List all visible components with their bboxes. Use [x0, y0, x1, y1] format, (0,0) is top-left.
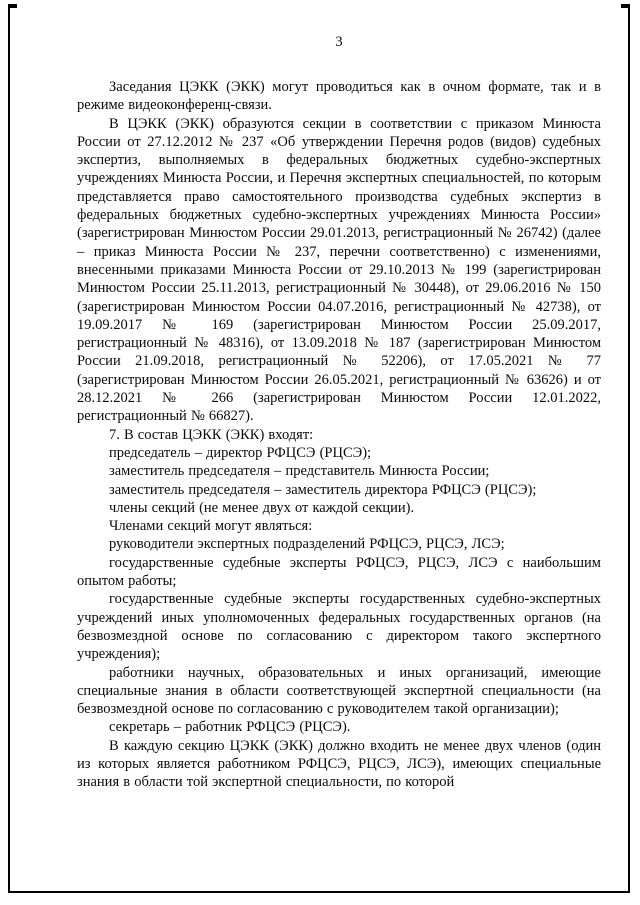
- paragraph-chairman: председатель – директор РФЦСЭ (РЦСЭ);: [109, 444, 372, 461]
- paragraph-session-format: Заседания ЦЭКК (ЭКК) могут проводиться как в очном формате, так и в режиме видеоконференц-связи.: [77, 79, 601, 114]
- page-number: 3: [335, 34, 343, 50]
- scan-edge-right: [628, 4, 630, 893]
- paragraph-deputy-minjust: заместитель председателя – представитель Минюста России;: [109, 463, 490, 480]
- scan-edge-left: [8, 4, 10, 893]
- paragraph-item-7-heading: 7. В состав ЦЭКК (ЭКК) входят:: [109, 426, 314, 443]
- paragraph-section-members: члены секций (не менее двух от каждой секции).: [109, 499, 415, 516]
- paragraph-other-federal-experts: государственные судебные эксперты государственных судебно-экспертных учреждений иных уполномоченных федеральных государственных органов (на безвозмездной основе по согласованию с директором такого экспертного учреждения);: [77, 591, 601, 663]
- paragraph-secretary: секретарь – работник РФЦСЭ (РЦСЭ).: [109, 719, 351, 736]
- scan-edge-bottom: [8, 891, 630, 893]
- scan-corner-mark-top-left: [8, 4, 17, 8]
- paragraph-state-experts: государственные судебные эксперты РФЦСЭ, РЦСЭ, ЛСЭ с наибольшим опытом работы;: [77, 554, 601, 590]
- paragraph-sections-order: В ЦЭКК (ЭКК) образуются секции в соответствии с приказом Минюста России от 27.12.2012 № 237 «Об утверждении Перечня родов (видов) судебных экспертиз, выполняемых в федеральных бюджетных судебно-экспертных учреждениях Минюста России, и Перечня экспертных специальностей, по которым представляется право самостоятельного производства судебных экспертиз в федеральных бюджетных судебно-экспертных учреждениях Минюста России» (зарегистрирован Минюстом России 29.01.2013, регистрационный № 26742) (далее – приказ Минюста России № 237, перечни соответственно) с изменениями, внесенными приказами Минюста России от 29.10.2013 № 199 (зарегистрирован Минюстом России 25.11.2013, регистрационный № 30448), от 29.06.2016 № 150 (зарегистрирован Минюстом России 04.07.2016, регистрационный № 42738), от 19.09.2017 № 169 (зарегистрирован Минюстом России 25.09.2017, регистрационный № 48316), от 13.09.2018 № 187 (зарегистрирован Минюстом России 21.09.2018, регистрационный № 52206), от 17.05.2021 № 77 (зарегистрирован Минюстом России 26.05.2021, регистрационный № 63626) и от 28.12.2021 № 266 (зарегистрирован Минюстом России 12.01.2022, регистрационный № 66827).: [77, 115, 601, 425]
- paragraph-scientific-workers: работники научных, образовательных и иных организаций, имеющие специальные знания в области соответствующей экспертной специальности (на безвозмездной основе по согласованию с руководителем такой организации);: [77, 664, 601, 718]
- paragraph-heads-of-units: руководители экспертных подразделений РФЦСЭ, РЦСЭ, ЛСЭ;: [109, 536, 505, 553]
- paragraph-members-may-be: Членами секций могут являться:: [109, 518, 313, 535]
- paragraph-deputy-director: заместитель председателя – заместитель директора РФЦСЭ (РЦСЭ);: [109, 481, 537, 498]
- paragraph-each-section-min-members: В каждую секцию ЦЭКК (ЭКК) должно входить не менее двух членов (один из которых является работником РФЦСЭ, РЦСЭ, ЛСЭ), имеющих специальные знания в области той экспертной специальности, по которой: [77, 737, 601, 791]
- scan-corner-mark-top-right: [621, 4, 630, 8]
- page-content: [77, 33, 601, 792]
